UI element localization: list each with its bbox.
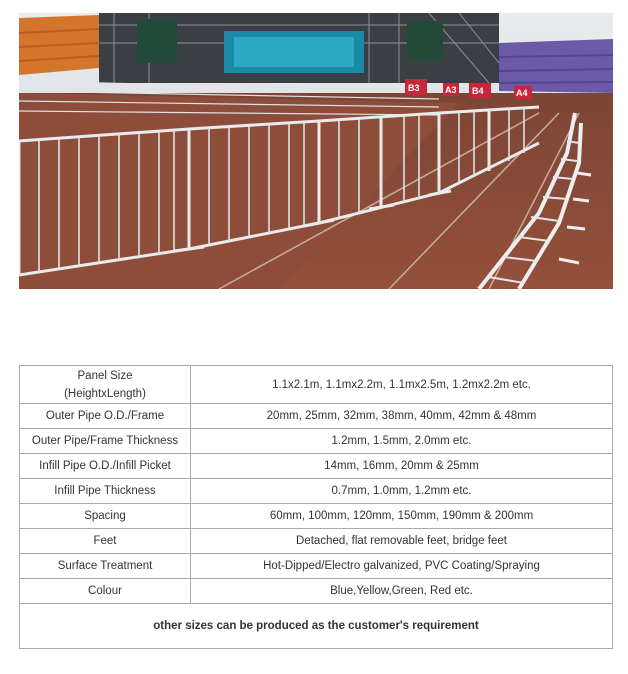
table-row xyxy=(20,579,613,604)
table-row xyxy=(20,554,613,579)
spec-value-infill-pipe-thickness: 0.7mm, 1.0mm, 1.2mm etc. xyxy=(191,479,613,504)
table-row xyxy=(20,479,613,504)
svg-text:A3: A3 xyxy=(445,85,457,95)
spec-label-text: Panel Size (HeightxLength) xyxy=(64,369,146,400)
spec-value-infill-pipe-od: 14mm, 16mm, 20mm & 25mm xyxy=(191,454,613,479)
table-row xyxy=(20,404,613,429)
spec-label-surface-treatment: Surface Treatment xyxy=(20,554,191,579)
table-row xyxy=(20,529,613,554)
spec-value-colour: Blue,Yellow,Green, Red etc. xyxy=(191,579,613,604)
spec-label-infill-pipe-od: Infill Pipe O.D./Infill Picket xyxy=(20,454,191,479)
spec-label-outer-pipe-od: Outer Pipe O.D./Frame xyxy=(20,404,191,429)
custom-size-note: other sizes can be produced as the customer's requirement xyxy=(20,604,613,649)
crowd-barrier-stadium-image xyxy=(19,13,613,289)
spec-value-outer-pipe-thickness: 1.2mm, 1.5mm, 2.0mm etc. xyxy=(191,429,613,454)
spec-value-spacing: 60mm, 100mm, 120mm, 150mm, 190mm & 200mm xyxy=(191,504,613,529)
table-row xyxy=(20,454,613,479)
spec-label-panel-size xyxy=(20,366,191,404)
spec-value-feet: Detached, flat removable feet, bridge feet xyxy=(191,529,613,554)
svg-text:B3: B3 xyxy=(408,83,420,93)
spec-value-outer-pipe-od: 20mm, 25mm, 32mm, 38mm, 40mm, 42mm & 48mm xyxy=(191,404,613,429)
spec-label-feet: Feet xyxy=(20,529,191,554)
svg-text:A4: A4 xyxy=(516,88,528,98)
svg-text:B4: B4 xyxy=(472,86,484,96)
table-row xyxy=(20,366,613,404)
spec-label-colour: Colour xyxy=(20,579,191,604)
spec-value-panel-size: 1.1x2.1m, 1.1mx2.2m, 1.1mx2.5m, 1.2mx2.2m etc. xyxy=(191,366,613,404)
spec-value-surface-treatment: Hot-Dipped/Electro galvanized, PVC Coating/Spraying xyxy=(191,554,613,579)
table-row xyxy=(20,604,613,649)
spec-label-infill-pipe-thickness: Infill Pipe Thickness xyxy=(20,479,191,504)
product-photo xyxy=(19,13,613,289)
table-row xyxy=(20,429,613,454)
spec-label-outer-pipe-thickness: Outer Pipe/Frame Thickness xyxy=(20,429,191,454)
specifications-table xyxy=(19,365,613,649)
spec-label-spacing: Spacing xyxy=(20,504,191,529)
table-row xyxy=(20,504,613,529)
